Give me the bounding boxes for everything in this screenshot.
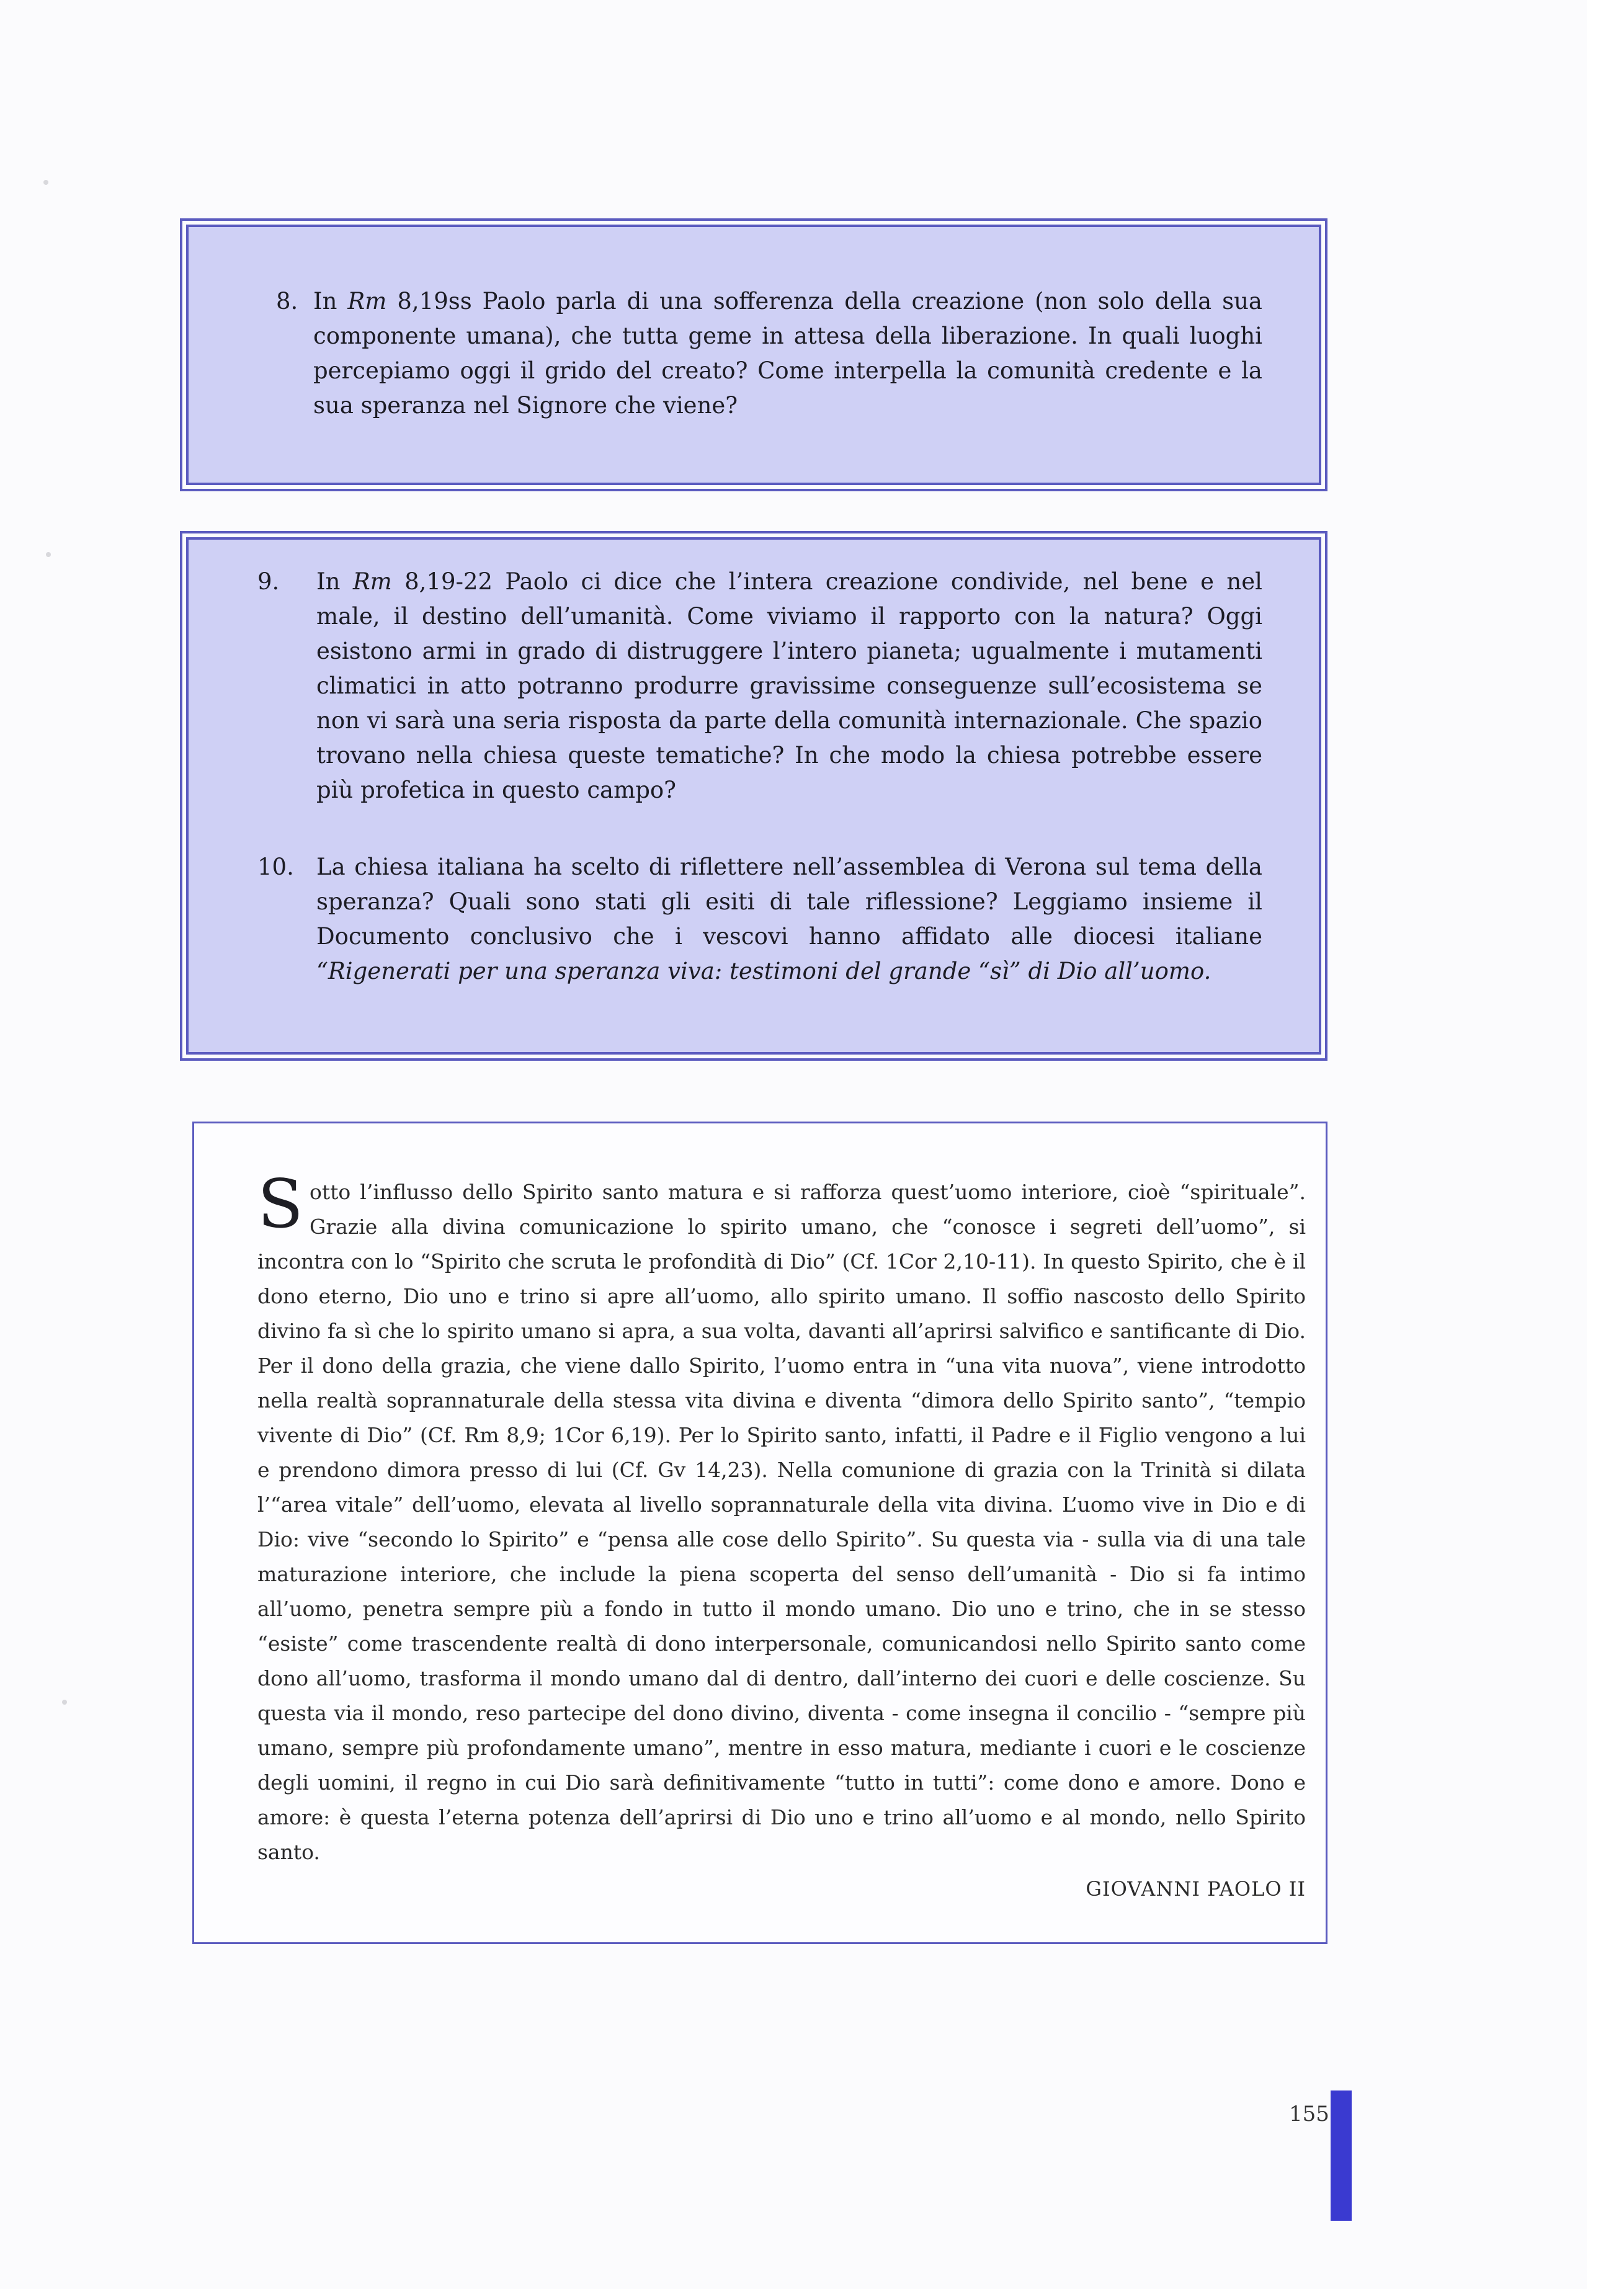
question-8	[276, 284, 1262, 423]
question-text: 8,19-22 Paolo ci dice che l’intera creazione condivide, nel bene e nel male, il destino dell’umanità. Come viviamo il rapporto con la natura? Oggi esistono armi in grado di distruggere l’intero pianeta; ugualmente i mutamenti climatici in atto potranno produrre gravissime conseguenze sull’ecosistema se non vi sarà una seria risposta da parte della comunità internazionale. Che spazio trovano nella chiesa queste tematiche? In che modo la chiesa potrebbe essere più profetica in questo campo?	[316, 568, 1262, 803]
question-text: 8,19ss Paolo parla di una sofferenza della creazione (non solo della sua componente umana), che tutta geme in attesa della liberazione. In quali luoghi percepiamo oggi il grido del creato? Come interpella la comunità credente e la sua speranza nel Signore che viene?	[313, 288, 1262, 419]
book-reference: Rm	[352, 568, 392, 595]
question-number: 10.	[257, 854, 294, 880]
document-title: “Rigenerati per una speranza viva: testimoni del grande “sì” di Dio all’uomo.	[316, 958, 1211, 984]
question-number: 9.	[257, 568, 280, 595]
question-text-lead: In	[313, 288, 348, 315]
margin-mark	[46, 552, 51, 557]
drop-cap: S	[257, 1166, 303, 1243]
page-number: 155	[1289, 2102, 1329, 2126]
quote-author: GIOVANNI PAOLO II	[1086, 1877, 1306, 1901]
question-text: La chiesa italiana ha scelto di riflettere nell’assemblea di Verona sul tema della speranza? Quali sono stati gli esiti di tale riflessione? Leggiamo insieme il Documento conclusivo che i vescovi hanno affidato alle diocesi italiane	[316, 854, 1262, 950]
book-reference: Rm	[347, 288, 387, 315]
question-10	[257, 850, 1262, 989]
page-edge	[1587, 0, 1624, 2289]
question-number: 8.	[276, 288, 298, 315]
margin-mark	[62, 1700, 67, 1705]
page-tab-marker	[1331, 2090, 1352, 2221]
quote-text: otto l’influsso dello Spirito santo matura e si rafforza quest’uomo interiore, cioè “spirituale”. Grazie alla divina comunicazione lo spirito umano, che “conosce i segreti dell’uomo”, si incontra con lo “Spirito che scruta le profondità di Dio” (Cf. 1Cor 2,10-11). In questo Spirito, che è il dono eterno, Dio uno e trino si apre all’uomo, allo spirito umano. Il soffio nascosto dello Spirito divino fa sì che lo spirito umano si apra, a sua volta, davanti all’aprirsi salvifico e santificante di Dio. Per il dono della grazia, che viene dallo Spirito, l’uomo entra in “una vita nuova”, viene introdotto nella realtà soprannaturale della stessa vita divina e diventa “dimora dello Spirito santo”, “tempio vivente di Dio” (Cf. Rm 8,9; 1Cor 6,19). Per lo Spirito santo, infatti, il Padre e il Figlio vengono a lui e prendono dimora presso di lui (Cf. Gv 14,23). Nella comunione di grazia con la Trinità si dilata l’“area vitale” dell’uomo, elevata al livello soprannaturale della vita divina. L’uomo vive in Dio e di Dio: vive “secondo lo Spirito” e “pensa alle cose dello Spirito”. Su questa via - sulla via di una tale maturazione interiore, che include la piena scoperta del senso dell’umanità - Dio si fa intimo all’uomo, penetra sempre più a fondo in tutto il mondo umano. Dio uno e trino, che in se stesso “esiste” come trascendente realtà di dono interpersonale, comunicandosi nello Spirito santo come dono all’uomo, trasforma il mondo umano dal di dentro, dall’interno dei cuori e delle coscienze. Su questa via il mondo, reso partecipe del dono divino, diventa - come insegna il concilio - “sempre più umano, sempre più profondamente umano”, mentre in esso matura, mediante i cuori e le coscienze degli uomini, il regno in cui Dio sarà definitivamente “tutto in tutti”: come dono e amore. Dono e amore: è questa l’eterna potenza dell’aprirsi di Dio uno e trino all’uomo e al mondo, nello Spirito santo.	[257, 1180, 1306, 1864]
margin-mark	[43, 180, 48, 185]
question-text-lead: In	[316, 568, 353, 595]
question-9	[257, 564, 1262, 808]
quote-text-block	[257, 1166, 1306, 1870]
